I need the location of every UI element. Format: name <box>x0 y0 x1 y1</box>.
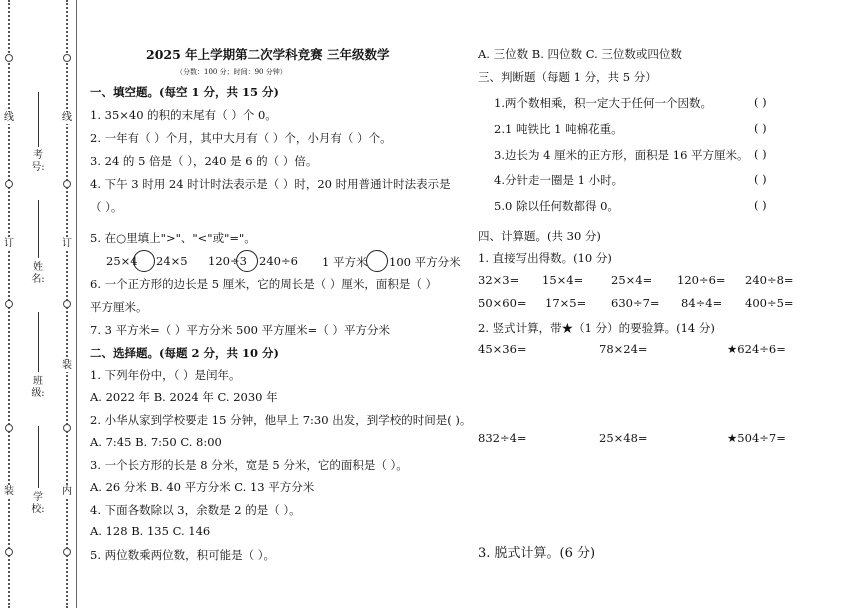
margin-border <box>76 0 77 608</box>
compare-left-1: 25×4 <box>106 254 138 268</box>
compare-right-2: 240÷6 <box>259 254 298 268</box>
binding-hole-circle <box>63 300 71 308</box>
judge-paren-3[interactable]: ( ) <box>754 147 767 161</box>
oral-calc-item: 240÷8= <box>745 273 794 287</box>
vertical-calc-item: 45×36= <box>478 342 527 356</box>
inner-zhuang-label: 装 <box>62 360 72 371</box>
judge-paren-2[interactable]: ( ) <box>754 121 767 135</box>
name-label: 姓名: <box>31 262 45 285</box>
vertical-calc-item: 832÷4= <box>478 431 527 445</box>
calc-part3-title: 3. 脱式计算。(6 分) <box>478 546 596 561</box>
compare-right-1: 24×5 <box>156 254 188 268</box>
compare-right-3: 100 平方分米 <box>389 255 461 269</box>
choice-q5-options: A. 三位数 B. 四位数 C. 三位数或四位数 <box>478 47 682 61</box>
judge-item-5: 5.0 除以任何数都得 0。 <box>494 199 619 213</box>
compare-circle-3[interactable] <box>366 250 388 272</box>
outer-ding-label: 订 <box>4 238 14 249</box>
oral-calc-item: 15×4= <box>542 273 584 287</box>
choice-q3: 3. 一个长方形的长是 8 分米，宽是 5 分米，它的面积是（ ）。 <box>90 458 408 472</box>
compare-circle-1[interactable] <box>133 250 155 272</box>
binding-hole-circle <box>5 54 13 62</box>
vertical-calc-item: 78×24= <box>599 342 648 356</box>
judge-item-2: 2.1 吨铁比 1 吨棉花重。 <box>494 122 623 136</box>
fill-q7: 7. 3 平方米=（ ）平方分米 500 平方厘米=（ ）平方分米 <box>90 323 390 337</box>
judge-paren-1[interactable]: ( ) <box>754 95 767 109</box>
outer-zhuang-label: 装 <box>4 486 14 497</box>
vertical-calc-item: 25×48= <box>599 431 648 445</box>
class-blank[interactable] <box>38 312 39 372</box>
judge-paren-5[interactable]: ( ) <box>754 198 767 212</box>
compare-circle-2[interactable] <box>236 250 258 272</box>
judge-item-4: 4.分针走一圈是 1 小时。 <box>494 173 624 187</box>
fill-q3: 3. 24 的 5 倍是（ ），240 是 6 的（ ）倍。 <box>90 154 318 168</box>
outer-line-label: 线 <box>4 112 14 123</box>
inner-nei-label: 内 <box>62 486 72 497</box>
binding-margin <box>0 0 76 608</box>
judge-paren-4[interactable]: ( ) <box>754 172 767 186</box>
fill-q6-line2: 平方厘米。 <box>90 300 148 314</box>
binding-hole-circle <box>5 424 13 432</box>
binding-hole-circle <box>5 548 13 556</box>
choice-q1: 1. 下列年份中，（ ）是闰年。 <box>90 368 241 382</box>
fill-q2: 2. 一年有（ ）个月，其中大月有（ ）个，小月有（ ）个。 <box>90 131 392 145</box>
fill-q1: 1. 35×40 的积的末尾有（ ）个 0。 <box>90 108 277 122</box>
vertical-calc-item: ★624÷6= <box>727 342 786 356</box>
binding-hole-circle <box>63 180 71 188</box>
fill-q4-line2: （ ）。 <box>90 200 123 214</box>
section-calc-title: 四、计算题。(共 30 分) <box>478 229 601 243</box>
oral-calc-item: 630÷7= <box>611 296 660 310</box>
binding-hole-circle <box>5 180 13 188</box>
fill-q6-line1: 6. 一个正方形的边长是 5 厘米，它的周长是（ ）厘米，面积是（ ） <box>90 277 438 291</box>
exam-no-blank[interactable] <box>38 92 39 147</box>
choice-q2: 2. 小华从家到学校要走 15 分钟，他早上 7:30 出发，到学校的时间是( )。 <box>90 413 472 427</box>
section-fill-blank-title: 一、填空题。(每空 1 分，共 15 分) <box>90 85 279 99</box>
class-label: 班级: <box>31 376 45 399</box>
binding-hole-circle <box>5 300 13 308</box>
choice-q4-options: A. 128 B. 135 C. 146 <box>90 524 211 538</box>
oral-calc-item: 84÷4= <box>681 296 723 310</box>
section-choice-title: 二、选择题。(每题 2 分，共 10 分) <box>90 346 279 360</box>
school-blank[interactable] <box>38 426 39 488</box>
exam-subtitle: （分数：100 分；时间：90 分钟） <box>176 68 287 76</box>
oral-calc-item: 50×60= <box>478 296 527 310</box>
school-label: 学校: <box>31 492 45 515</box>
fill-q5: 5. 在○里填上">"、"<"或"="。 <box>90 231 256 245</box>
exam-title: 2025 年上学期第二次学科竞赛 三年级数学 <box>146 47 390 62</box>
choice-q4: 4. 下面各数除以 3，余数是 2 的是（ ）。 <box>90 503 301 517</box>
inner-ding-label: 订 <box>62 238 72 249</box>
name-blank[interactable] <box>38 200 39 258</box>
choice-q5: 5. 两位数乘两位数，积可能是（ ）。 <box>90 548 276 562</box>
compare-left-2: 120÷3 <box>208 254 247 268</box>
oral-calc-item: 400÷5= <box>745 296 794 310</box>
section-judge-title: 三、判断题（每题 1 分，共 5 分） <box>478 70 657 84</box>
calc-part1-title: 1. 直接写出得数。(10 分) <box>478 251 612 265</box>
oral-calc-item: 120÷6= <box>677 273 726 287</box>
choice-q3-options: A. 26 分米 B. 40 平方分米 C. 13 平方分米 <box>90 480 315 494</box>
choice-q2-options: A. 7:45 B. 7:50 C. 8:00 <box>90 435 222 449</box>
fill-q4-line1: 4. 下午 3 时用 24 时计时法表示是（ ）时，20 时用普通计时法表示是 <box>90 177 451 191</box>
exam-no-label: 考号: <box>31 150 45 173</box>
choice-q1-options: A. 2022 年 B. 2024 年 C. 2030 年 <box>90 390 278 404</box>
binding-hole-circle <box>63 424 71 432</box>
binding-hole-circle <box>63 54 71 62</box>
oral-calc-item: 25×4= <box>611 273 653 287</box>
judge-item-1: 1.两个数相乘，积一定大于任何一个因数。 <box>494 96 712 110</box>
oral-calc-item: 17×5= <box>545 296 587 310</box>
inner-line-label: 线 <box>62 112 72 123</box>
vertical-calc-item: ★504÷7= <box>727 431 786 445</box>
binding-hole-circle <box>63 548 71 556</box>
oral-calc-item: 32×3= <box>478 273 520 287</box>
calc-part2-title: 2. 竖式计算，带★（1 分）的要验算。(14 分) <box>478 321 715 335</box>
compare-left-3: 1 平方米 <box>322 255 368 269</box>
judge-item-3: 3.边长为 4 厘米的正方形，面积是 16 平方厘米。 <box>494 148 749 162</box>
